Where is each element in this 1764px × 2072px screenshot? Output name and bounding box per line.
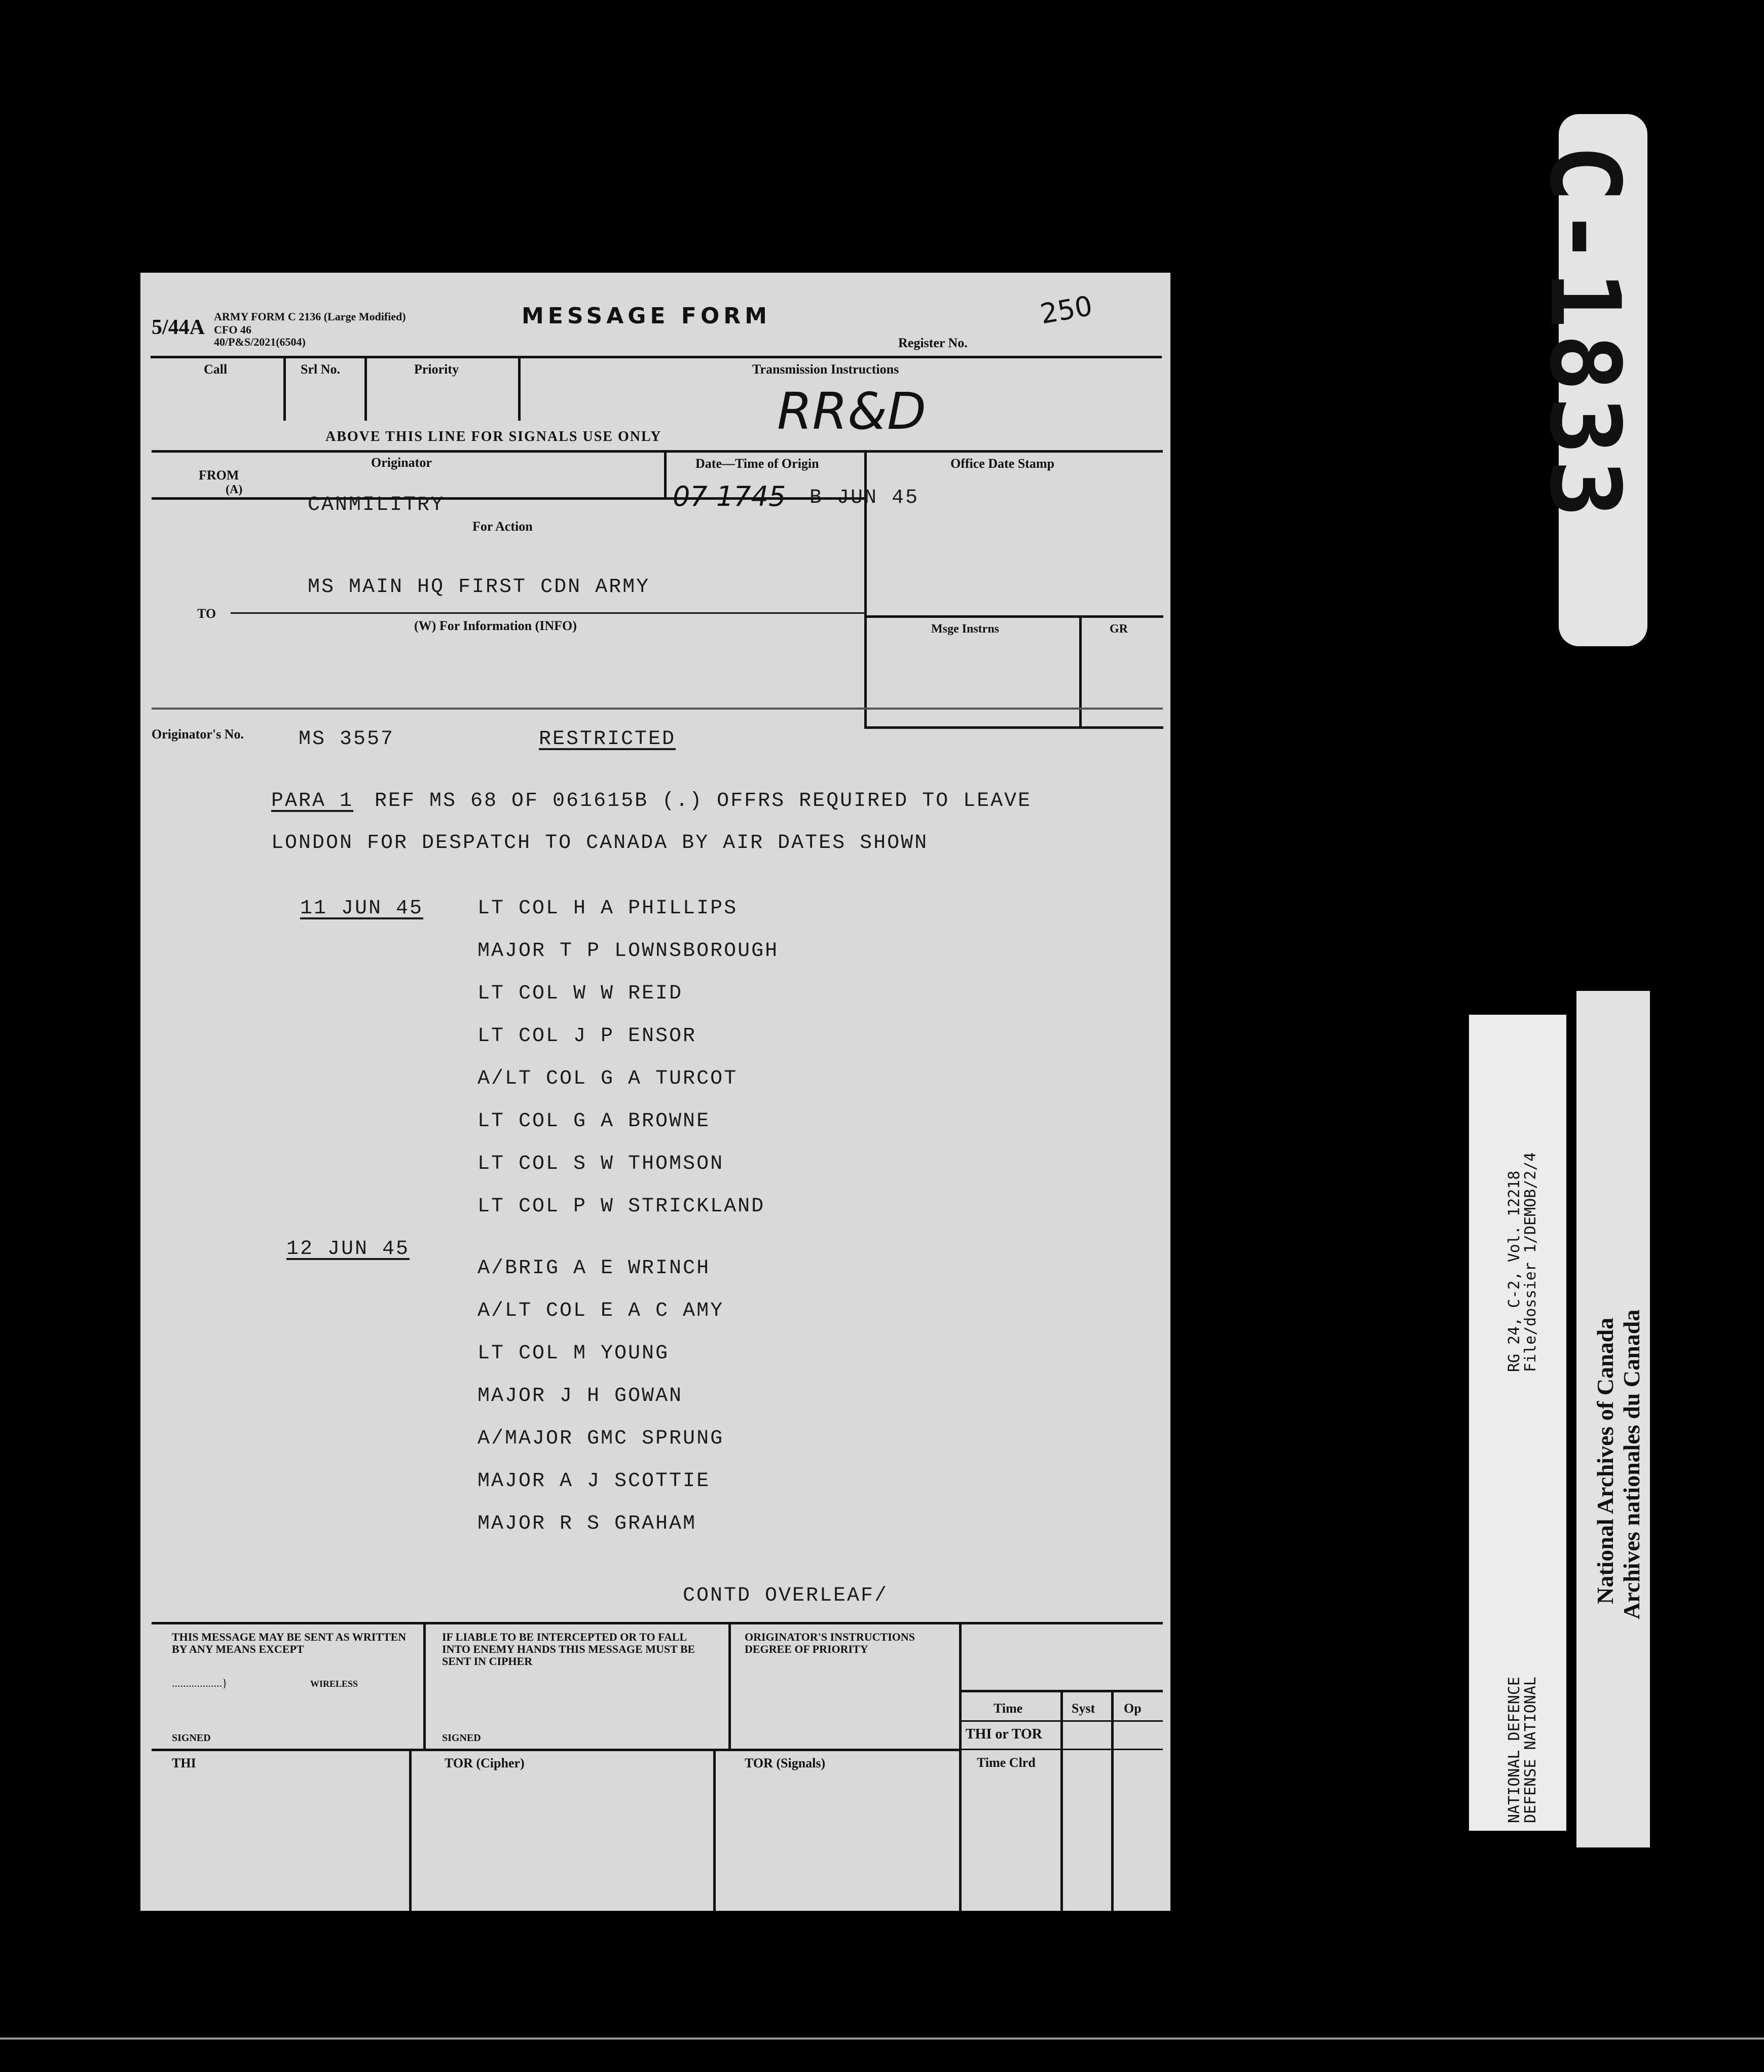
rule-msge (864, 615, 1163, 618)
office-stamp-label: Office Date Stamp (950, 456, 1055, 471)
rule-footer-mid (152, 1749, 959, 1751)
print-ref: 40/P&S/2021(6504) (214, 336, 306, 348)
defence-en: NATIONAL DEFENCE (1505, 1677, 1523, 1823)
originator-instructions-label: ORIGINATOR'S INSTRUCTIONS DEGREE OF PRIORITY (745, 1631, 915, 1655)
date-typed: B JUN 45 (810, 487, 920, 509)
info-label: (W) For Information (INFO) (414, 618, 577, 633)
group-date-1: 11 JUN 45 (300, 897, 424, 920)
gr-label: GR (1110, 622, 1128, 636)
time-label: Time (994, 1701, 1023, 1716)
signed-label-1: SIGNED (172, 1732, 211, 1744)
rule-tor-col (713, 1749, 716, 1911)
priority-label: Priority (414, 362, 459, 377)
handwritten-page-number: 250 (1038, 289, 1095, 330)
rule-gr (1079, 615, 1082, 729)
list-item: LT COL J P ENSOR (477, 1025, 697, 1048)
originator-label: Originator (371, 455, 432, 470)
rule-body-top (152, 708, 1163, 710)
originator-value: CANMILITRY (308, 494, 445, 516)
defence-fr: DEFENSE NATIONAL (1522, 1677, 1539, 1823)
originator-no: MS 3557 (299, 728, 395, 751)
register-label: Register No. (898, 336, 968, 350)
cipher-notice: IF LIABLE TO BE INTERCEPTED OR TO FALL INTO ENEMY HANDS THIS MESSAGE MUST BE SENT IN CIPHER (442, 1631, 695, 1668)
rule-footer-col2 (728, 1622, 731, 1750)
list-item: LT COL H A PHILLIPS (477, 897, 738, 920)
list-item: LT COL W W REID (477, 982, 683, 1005)
rule-time-header (959, 1720, 1163, 1722)
list-item: A/LT COL E A C AMY (477, 1300, 724, 1322)
message-line-2: LONDON FOR DESPATCH TO CANADA BY AIR DATES SHOWN (271, 832, 929, 855)
list-item: A/MAJOR GMC SPRUNG (477, 1427, 724, 1450)
archive-ref-2: File/dossier 1/DEMOB/2/4 (1522, 1152, 1539, 1372)
tor-signals-label: TOR (Signals) (745, 1756, 826, 1770)
thi-label: THI (172, 1756, 196, 1770)
para-label: PARA 1 (271, 790, 354, 812)
for-action-label: For Action (472, 519, 533, 534)
srl-label: Srl No. (301, 362, 340, 377)
contd-overleaf: CONTD OVERLEAF/ (683, 1584, 889, 1607)
signed-label-2: SIGNED (442, 1732, 481, 1744)
rule-from-top (152, 450, 1163, 453)
scan-bottom-rule (0, 2038, 1764, 2040)
message-form-sheet (140, 273, 1170, 1911)
wireless-label: WIRELESS (310, 1679, 358, 1689)
list-item: MAJOR T P LOWNSBOROUGH (477, 940, 779, 963)
rule-top (151, 356, 1162, 358)
rule-footer-top (152, 1622, 1163, 1624)
thi-tor-label: THI or TOR (966, 1726, 1042, 1742)
date-handwritten: 07 1745 (673, 480, 786, 512)
syst-label: Syst (1072, 1701, 1095, 1716)
originator-no-label: Originator's No. (152, 727, 244, 742)
rule-footer-col3 (959, 1622, 962, 1911)
rule-srl (364, 356, 367, 421)
time-clrd-label: Time Clrd (977, 1755, 1036, 1770)
rule-priority (518, 356, 521, 421)
reel-number-strip (1529, 114, 1647, 646)
sent-as-notice: THIS MESSAGE MAY BE SENT AS WRITTEN BY ANY MEANS EXCEPT (172, 1631, 407, 1655)
rule-footer-col1 (423, 1622, 426, 1750)
form-title: MESSAGE FORM (522, 303, 771, 329)
rule-thi-col (409, 1749, 412, 1911)
archives-fr: Archives nationales du Canada (1619, 1309, 1644, 1619)
rule-syst-col (1111, 1690, 1114, 1911)
from-label: FROM (199, 468, 239, 483)
msge-instrns-label: Msge Instrns (931, 622, 1000, 636)
transmission-value: RR&D (777, 382, 926, 441)
defence-label-strip (1469, 1015, 1566, 1831)
rule-thi-tor (959, 1749, 1163, 1750)
op-label: Op (1124, 1701, 1142, 1716)
rule-to (231, 612, 864, 614)
rule-call (283, 356, 286, 421)
group-date-2: 12 JUN 45 (286, 1238, 410, 1261)
for-action-value: MS MAIN HQ FIRST CDN ARMY (308, 576, 650, 599)
list-item: LT COL P W STRICKLAND (477, 1195, 765, 1218)
list-item: LT COL G A BROWNE (477, 1110, 711, 1133)
above-line-notice: ABOVE THIS LINE FOR SIGNALS USE ONLY (325, 429, 662, 445)
message-line-1: REF MS 68 OF 061615B (.) OFFRS REQUIRED TO LEAVE (375, 790, 1032, 812)
call-label: Call (204, 362, 228, 377)
reel-number: C-1833 (1529, 144, 1641, 523)
list-item: A/BRIG A E WRINCH (477, 1257, 711, 1280)
to-label: TO (197, 606, 216, 621)
cfo-number: CFO 46 (214, 323, 251, 336)
archive-ref-1: RG 24, C-2, Vol. 12218 (1505, 1170, 1523, 1372)
army-form-number: ARMY FORM C 2136 (Large Modified) (214, 310, 406, 323)
list-item: A/LT COL G A TURCOT (477, 1067, 738, 1090)
list-item: MAJOR J H GOWAN (477, 1385, 683, 1408)
rule-originator (664, 450, 667, 497)
rule-time-col (1060, 1690, 1063, 1911)
list-item: MAJOR A J SCOTTIE (477, 1470, 711, 1493)
list-item: LT COL M YOUNG (477, 1342, 670, 1365)
from-sub-label: (A) (226, 483, 243, 496)
list-item: LT COL S W THOMSON (477, 1153, 724, 1175)
archives-label-strip (1576, 991, 1650, 1847)
date-label: Date—Time of Origin (695, 456, 819, 471)
list-item: MAJOR R S GRAHAM (477, 1512, 697, 1535)
form-ref: 5/44A (152, 316, 205, 339)
wireless-dotted: ..................} (172, 1677, 228, 1689)
rule-box-bottom (864, 726, 1163, 729)
tor-cipher-label: TOR (Cipher) (445, 1756, 525, 1770)
archives-en: National Archives of Canada (1592, 1317, 1618, 1604)
classification: RESTRICTED (539, 728, 676, 751)
transmission-label: Transmission Instructions (752, 362, 899, 377)
